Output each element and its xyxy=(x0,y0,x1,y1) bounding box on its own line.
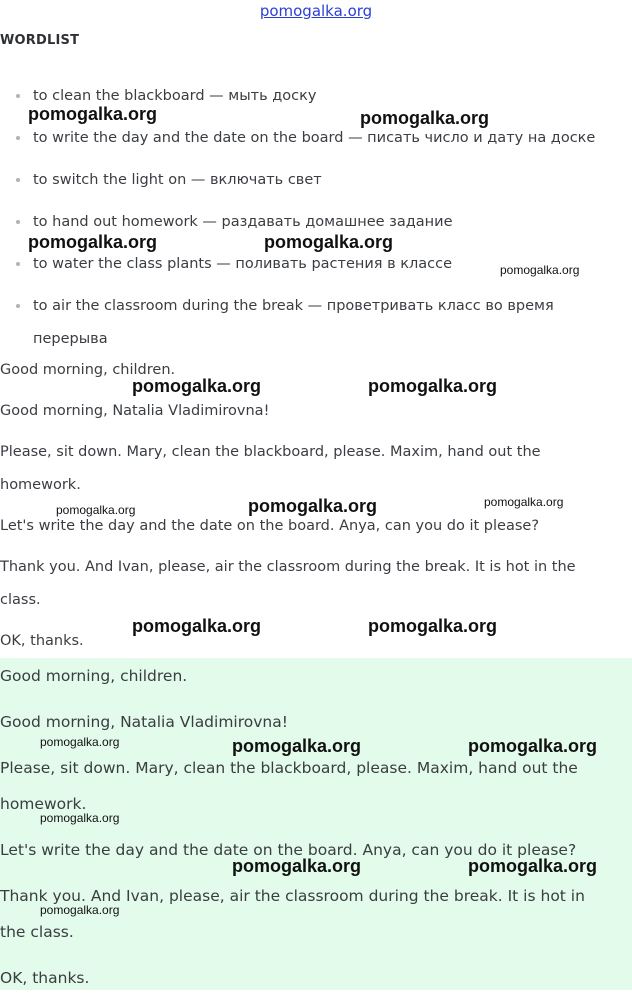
watermark: pomogalka.org xyxy=(232,736,362,756)
watermark: pomogalka.org xyxy=(368,616,498,636)
list-item xyxy=(0,164,632,206)
list-item-text: to clean the blackboard — мыть доску xyxy=(33,88,317,104)
answer-line: Thank you. And Ivan, please, air the classroom during the break. It is hot in the class. xyxy=(0,887,585,941)
dialog-line: OK, thanks. xyxy=(0,633,84,649)
watermark: pomogalka.org xyxy=(132,616,262,636)
answer-line: Good morning, Natalia Vladimirovna! xyxy=(0,713,288,731)
answer-line: Good morning, children. xyxy=(0,667,188,685)
watermark: pomogalka.org xyxy=(56,503,136,517)
list-item xyxy=(0,290,593,356)
dialog-line: Good morning, Natalia Vladimirovna! xyxy=(0,403,270,419)
watermark: pomogalka.org xyxy=(40,903,120,917)
bullet-icon xyxy=(16,136,20,140)
watermark: pomogalka.org xyxy=(368,376,498,396)
watermark: pomogalka.org xyxy=(468,736,598,756)
list-item xyxy=(0,122,632,164)
list-item-text: to write the day and the date on the board — писать число и дату на доске xyxy=(33,130,596,146)
watermark: pomogalka.org xyxy=(40,811,120,825)
watermark: pomogalka.org xyxy=(484,495,564,509)
watermark: pomogalka.org xyxy=(28,104,158,124)
bullet-icon xyxy=(16,262,20,266)
wordlist-heading: WORDLIST xyxy=(0,33,80,48)
list-item-text: to hand out homework — раздавать домашнее задание xyxy=(33,214,453,230)
watermark: pomogalka.org xyxy=(232,856,362,876)
bullet-icon xyxy=(16,94,20,98)
list-item-text: to switch the light on — включать свет xyxy=(33,172,322,188)
watermark: pomogalka.org xyxy=(248,496,378,516)
dialog-line: Good morning, children. xyxy=(0,362,176,378)
list-item-text: to water the class plants — поливать растения в классе xyxy=(33,256,453,272)
watermark: pomogalka.org xyxy=(500,263,580,277)
watermark: pomogalka.org xyxy=(40,735,120,749)
watermark: pomogalka.org xyxy=(132,376,262,396)
dialog-line: Please, sit down. Mary, clean the blackboard, please. Maxim, hand out the homework. xyxy=(0,444,541,493)
watermark: pomogalka.org xyxy=(264,232,394,252)
bullet-icon xyxy=(16,304,20,308)
answer-line: OK, thanks. xyxy=(0,969,90,987)
watermark: pomogalka.org xyxy=(28,232,158,252)
bullet-icon xyxy=(16,220,20,224)
site-link[interactable]: pomogalka.org xyxy=(259,2,373,20)
bullet-icon xyxy=(16,178,20,182)
dialog-line: Let's write the day and the date on the board. Anya, can you do it please? xyxy=(0,518,540,534)
answer-line: Let's write the day and the date on the board. Anya, can you do it please? xyxy=(0,841,577,859)
dialog-line: Thank you. And Ivan, please, air the classroom during the break. It is hot in the class. xyxy=(0,559,576,608)
watermark: pomogalka.org xyxy=(360,108,490,128)
watermark: pomogalka.org xyxy=(468,856,598,876)
list-item-text: to air the classroom during the break — проветривать класс во время перерыва xyxy=(33,298,554,347)
answer-line: Please, sit down. Mary, clean the blackboard, please. Maxim, hand out the homework. xyxy=(0,759,578,813)
